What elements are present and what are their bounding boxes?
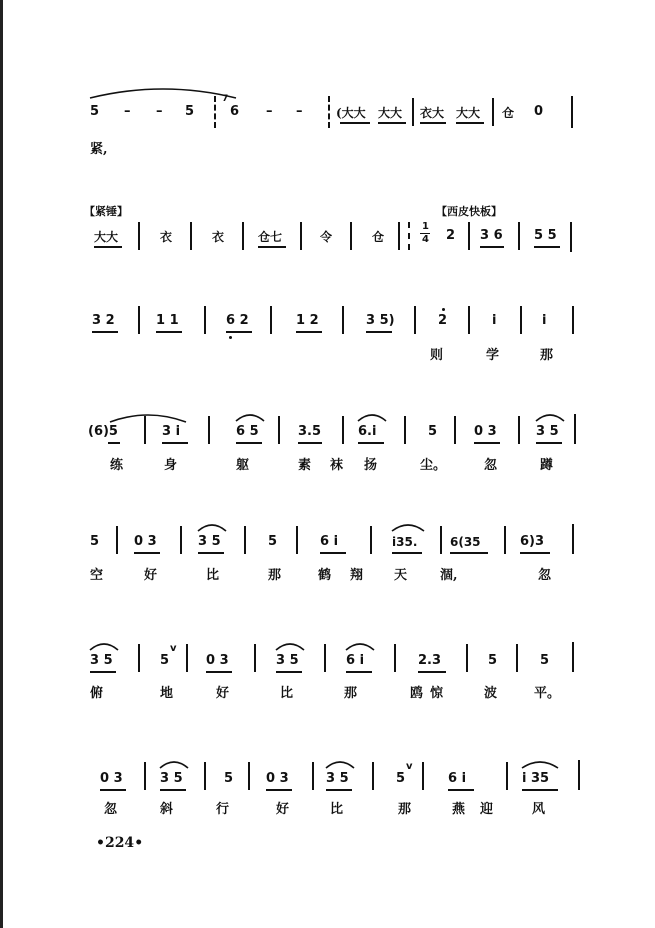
barline: [300, 222, 302, 250]
slur-arc: [390, 522, 426, 532]
dash: –: [296, 104, 303, 119]
note-group: 6 i: [448, 771, 467, 786]
note-group: 6.i: [358, 424, 377, 439]
lyric: 那: [268, 568, 282, 583]
lyric: 学: [486, 348, 500, 363]
underline: [160, 789, 186, 791]
breath-mark: v: [170, 643, 177, 654]
barline: [138, 306, 140, 334]
lyric: 行: [216, 802, 230, 817]
percussion-syllable: 令: [320, 230, 333, 244]
note: 5: [268, 534, 278, 549]
underline: [520, 552, 550, 554]
note-group: 3 6: [480, 228, 503, 243]
dash: –: [266, 104, 273, 119]
note-group: 3 5: [198, 534, 221, 549]
percussion-syllable: 衣: [160, 230, 173, 244]
page-number-bullet-left: •: [96, 835, 105, 851]
barline: [324, 644, 326, 672]
barline: [278, 416, 280, 444]
lyric: 躯: [236, 458, 250, 473]
note-group: 0 3: [100, 771, 123, 786]
note-group: i 35: [522, 771, 550, 786]
percussion-syllable: 大大: [378, 106, 403, 120]
page-number-bullet-right: •: [134, 835, 144, 851]
note-group: 3 5: [536, 424, 559, 439]
underline: [162, 442, 188, 444]
note: 2: [438, 313, 448, 328]
barline: [116, 526, 118, 554]
dashed-barline: [408, 222, 410, 250]
lyric: 空: [90, 568, 104, 583]
lyric: 波: [484, 686, 498, 701]
barline: [412, 98, 414, 126]
barline: [404, 416, 406, 444]
barline: [572, 524, 574, 554]
section-label: 【西皮快板】: [436, 205, 502, 218]
barline: [468, 222, 470, 250]
note-group: 6 5: [236, 424, 259, 439]
lyric: 地: [160, 686, 174, 701]
barline: [242, 222, 244, 250]
percussion-syllable: 衣: [212, 230, 225, 244]
note: 5: [428, 424, 438, 439]
note-group: 6 i: [320, 534, 339, 549]
page-number-value: 224: [104, 835, 135, 851]
barline: [342, 416, 344, 444]
lyric: 忽: [484, 458, 498, 473]
note-group: 6(35: [450, 535, 481, 549]
barline: [570, 222, 572, 252]
lyric: 迎: [480, 802, 494, 817]
underline: [100, 789, 126, 791]
lyric: 天: [394, 568, 408, 583]
barline: [254, 644, 256, 672]
note-group: (6)5: [88, 424, 118, 439]
time-signature-num: 1: [422, 221, 429, 232]
note: i: [542, 313, 547, 328]
slur-arc: [158, 759, 190, 769]
note-group: 3 i: [162, 424, 181, 439]
note: 5: [396, 771, 406, 786]
barline: [138, 644, 140, 672]
barline: [204, 762, 206, 790]
barline: [186, 644, 188, 672]
underline: [366, 331, 392, 333]
low-octave-dot: [229, 336, 232, 339]
underline: [226, 331, 252, 333]
slur-arc: [196, 522, 228, 532]
note-group: 1 1: [156, 313, 179, 328]
note-group: i35.: [392, 535, 418, 549]
barline: [296, 526, 298, 554]
section-label: 【紧锤】: [84, 205, 128, 218]
lyric: 斜: [160, 802, 174, 817]
note-group: 2.3: [418, 653, 442, 668]
barline: [208, 416, 210, 444]
underline: [156, 331, 182, 333]
note-group: 3 2: [92, 313, 115, 328]
barline: [422, 762, 424, 790]
barline: [466, 644, 468, 672]
lyric: 比: [330, 802, 344, 817]
lyric: 蹲: [540, 458, 554, 473]
lyric: 那: [540, 348, 554, 363]
barline: [518, 416, 520, 444]
underline: [298, 442, 322, 444]
note: 5: [160, 653, 170, 668]
barline: [454, 416, 456, 444]
barline: [520, 306, 522, 334]
barline: [506, 762, 508, 790]
note-group: 6 i: [346, 653, 365, 668]
lyric: 紧,: [90, 142, 108, 157]
barline: [312, 762, 314, 790]
note: 5: [224, 771, 234, 786]
percussion-syllable: 仓: [372, 230, 385, 244]
underline: [198, 552, 224, 554]
underline: [346, 671, 372, 673]
barline: [394, 644, 396, 672]
dash: –: [156, 104, 163, 119]
lyric: 比: [280, 686, 294, 701]
underline: [378, 122, 406, 124]
barline: [414, 306, 416, 334]
percussion-syllable: 仓七: [258, 230, 283, 244]
barline: [138, 222, 140, 250]
percussion-syllable: 仓: [502, 106, 515, 120]
underline: [420, 122, 446, 124]
underline: [534, 246, 560, 248]
underline: [536, 442, 562, 444]
underline: [236, 442, 262, 444]
barline: [342, 306, 344, 334]
lyric: 袜: [330, 458, 344, 473]
barline: [516, 644, 518, 672]
note: 5: [488, 653, 498, 668]
barline: [244, 526, 246, 554]
lyric: 身: [164, 458, 178, 473]
barline: [370, 526, 372, 554]
lyric: 好: [276, 802, 290, 817]
barline: [144, 416, 146, 444]
lyric: 比: [206, 568, 220, 583]
lyric: 尘。: [420, 458, 447, 473]
dashed-barline: [328, 96, 330, 128]
lyric: 燕: [452, 802, 466, 817]
underline: [276, 671, 302, 673]
lyric: 俯: [90, 686, 104, 701]
note-group: 6 2: [226, 313, 249, 328]
lyric: 鸥: [410, 686, 424, 701]
note-group: 0 3: [134, 534, 157, 549]
underline: [392, 552, 422, 554]
high-octave-dot: [442, 308, 445, 311]
note-group: 3.5: [298, 424, 322, 439]
barline: [574, 414, 576, 444]
barline: [144, 762, 146, 790]
note: 5: [90, 534, 100, 549]
underline: [108, 442, 120, 444]
underline: [450, 552, 488, 554]
note: i: [492, 313, 497, 328]
barline: [190, 222, 192, 250]
barline: [578, 760, 580, 790]
lyric: 那: [344, 686, 358, 701]
note-group: 6)3: [520, 534, 545, 549]
underline: [456, 122, 484, 124]
barline: [518, 222, 520, 250]
barline: [248, 762, 250, 790]
slur-arc: [234, 412, 266, 422]
lyric: 风: [532, 802, 546, 817]
underline: [418, 671, 446, 673]
dashed-barline: [214, 96, 216, 128]
note: 5: [90, 104, 100, 119]
underline: [92, 331, 118, 333]
rest: 0: [534, 104, 544, 119]
barline: [204, 306, 206, 334]
barline: [440, 526, 442, 554]
barline: [270, 306, 272, 334]
slur-arc: [324, 759, 356, 769]
slur-arc: [274, 641, 306, 651]
note-group: 3 5: [160, 771, 183, 786]
barline: [571, 96, 573, 128]
underline: [90, 671, 116, 673]
note: 6: [230, 104, 240, 119]
underline: [340, 122, 370, 124]
lyric: 素: [298, 458, 312, 473]
slur-arc: [534, 412, 566, 422]
lyric: 忽: [104, 802, 118, 817]
slur-arc: [108, 412, 188, 424]
lyric: 则: [430, 348, 444, 363]
lyric: 涸,: [440, 568, 458, 583]
barline: [468, 306, 470, 334]
lyric: 鹤: [318, 568, 332, 583]
barline: [504, 526, 506, 554]
underline: [448, 789, 474, 791]
note: 2: [446, 228, 456, 243]
slur-arc: [88, 641, 120, 651]
lyric: 忽: [538, 568, 552, 583]
note-group: 3 5: [276, 653, 299, 668]
slur-arc: [520, 759, 560, 769]
underline: [480, 246, 504, 248]
barline: [398, 222, 400, 250]
note-group: 3 5: [326, 771, 349, 786]
slur-arc: [356, 412, 388, 422]
dash: –: [124, 104, 131, 119]
note-group: 0 3: [206, 653, 229, 668]
underline: [296, 331, 322, 333]
percussion-syllable: 大大: [456, 106, 481, 120]
note: 5: [540, 653, 550, 668]
lyric: 好: [216, 686, 230, 701]
underline: [258, 246, 286, 248]
note-group: 0 3: [266, 771, 289, 786]
underline: [474, 442, 500, 444]
note: 5: [185, 104, 195, 119]
barline: [492, 98, 494, 126]
barline: [372, 762, 374, 790]
barline: [180, 526, 182, 554]
breath-mark: v: [406, 761, 413, 772]
underline: [94, 246, 122, 248]
time-signature-den: 4: [422, 234, 429, 245]
percussion-syllable: 大大: [94, 230, 119, 244]
lyric: 扬: [364, 458, 378, 473]
underline: [358, 442, 384, 444]
barline: [572, 306, 574, 334]
slur-arc: [344, 641, 376, 651]
percussion-syllable: (大大: [336, 106, 366, 120]
lyric: 那: [398, 802, 412, 817]
underline: [206, 671, 232, 673]
barline: [350, 222, 352, 250]
lyric: 惊: [430, 686, 444, 701]
underline: [134, 552, 160, 554]
grace-note: 7: [222, 94, 229, 104]
note-group: 3 5): [366, 313, 395, 328]
underline: [522, 789, 558, 791]
underline: [320, 552, 346, 554]
underline: [326, 789, 352, 791]
page-number: [96, 835, 143, 851]
lyric: 练: [110, 458, 124, 473]
percussion-syllable: 衣大: [420, 106, 445, 120]
note-group: 5 5: [534, 228, 557, 243]
barline: [572, 642, 574, 672]
note-group: 0 3: [474, 424, 497, 439]
lyric: 翔: [350, 568, 364, 583]
note-group: 3 5: [90, 653, 113, 668]
note-group: 1 2: [296, 313, 319, 328]
underline: [266, 789, 292, 791]
lyric: 平。: [534, 686, 561, 701]
lyric: 好: [144, 568, 158, 583]
